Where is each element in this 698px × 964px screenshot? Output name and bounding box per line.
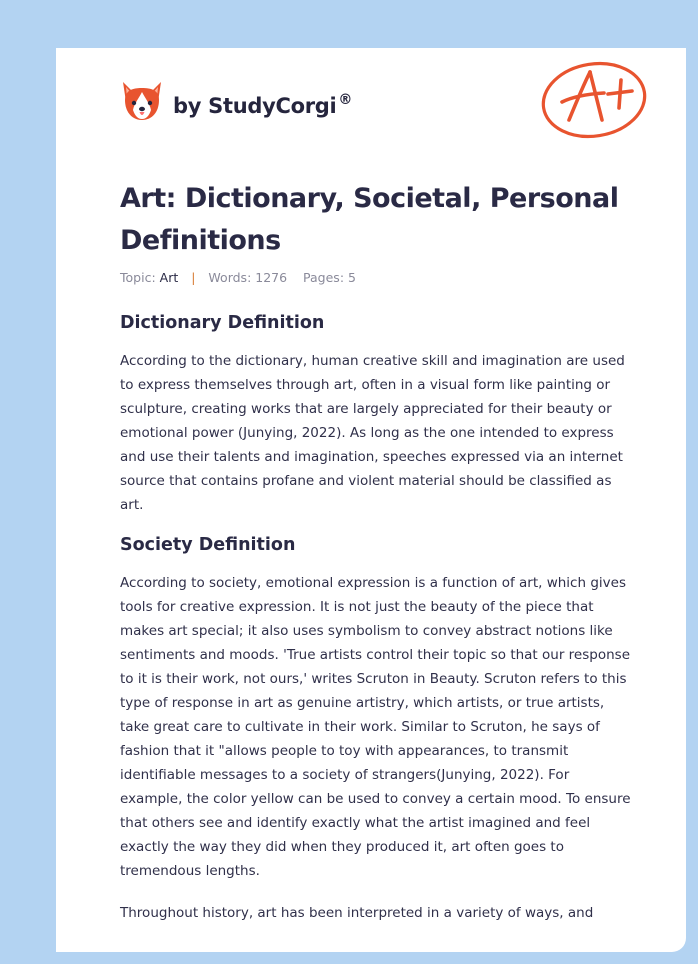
section-paragraph: Throughout history, art has been interpreted in a variety of ways, and — [120, 905, 594, 921]
words-label: Words: — [208, 270, 252, 285]
essay-meta — [120, 270, 356, 285]
brand-name[interactable]: by StudyCorgi ® — [173, 92, 353, 118]
pages-count: 5 — [348, 270, 356, 285]
topic-label: Topic: — [120, 270, 156, 285]
meta-separator: | — [191, 270, 196, 285]
site-header — [120, 72, 352, 132]
section-paragraph: According to society, emotional expression is a function of art, which gives tools for creative expression. It is not just the beauty of the piece that makes art special; it also uses symbolism to convey abstract notions like sentiments and moods. 'True artists control their topic so that our response to it is their work, not ours,' writes Scruton in Beauty. Scruton refers to this type of response in art as genuine artistry, which artists, or true artists, take great care to cultivate in their work. Similar to Scruton, he says of fashion that it "allows people to toy with appearances, to transmit identifiable messages to a society of strangers(Junying, 2022). For example, the color yellow can be used to convey a certain mood. To ensure that others see and identify exactly what the artist imagined and feel exactly the way they did when they produced it, art often goes to tremendous lengths. — [120, 575, 631, 879]
section-heading: Dictionary Definition — [120, 313, 325, 333]
pages-label: Pages: — [303, 270, 345, 285]
essay-title: Art: Dictionary, Societal, Personal Definitions — [120, 183, 619, 256]
a-plus-grade-icon — [538, 58, 650, 142]
section-paragraph: According to the dictionary, human creative skill and imagination are used to express themselves through art, often in a visual form like painting or sculpture, creating works that are largely appreciated for their beauty or emotional power (Junying, 2022). As long as the one intended to express and use their talents and imagination, speeches expressed via an internet source that contains profane and violent material should be classified as art. — [120, 353, 625, 513]
corgi-logo-icon[interactable] — [120, 78, 164, 126]
topic-link[interactable]: Art — [159, 270, 179, 285]
section-heading: Society Definition — [120, 535, 296, 555]
words-count: 1276 — [255, 270, 288, 285]
registered-mark: ® — [338, 92, 353, 108]
essay-page — [56, 48, 686, 952]
